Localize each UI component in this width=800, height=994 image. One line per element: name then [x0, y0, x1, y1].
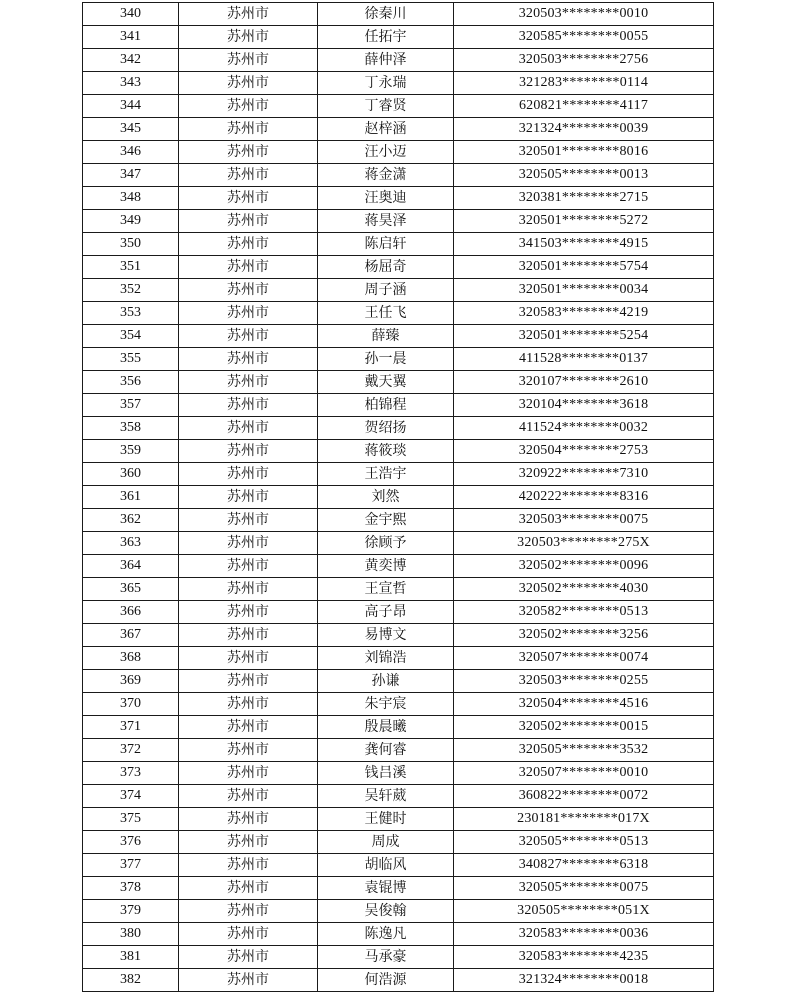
- city-cell: 苏州市: [179, 95, 318, 118]
- id-number-cell: 320504********2753: [454, 440, 714, 463]
- city-cell: 苏州市: [179, 509, 318, 532]
- serial-number-cell: 365: [83, 578, 179, 601]
- table-row: [83, 532, 714, 555]
- serial-number-cell: 351: [83, 256, 179, 279]
- city-cell: 苏州市: [179, 187, 318, 210]
- serial-number-cell: 367: [83, 624, 179, 647]
- id-number-cell: 411528********0137: [454, 348, 714, 371]
- table-row: [83, 72, 714, 95]
- table-row: [83, 808, 714, 831]
- table-row: [83, 325, 714, 348]
- city-cell: 苏州市: [179, 785, 318, 808]
- serial-number-cell: 345: [83, 118, 179, 141]
- table-row: [83, 164, 714, 187]
- roster-table: [82, 2, 714, 992]
- city-cell: 苏州市: [179, 670, 318, 693]
- serial-number-cell: 382: [83, 969, 179, 992]
- id-number-cell: 320505********3532: [454, 739, 714, 762]
- city-cell: 苏州市: [179, 555, 318, 578]
- id-number-cell: 320502********3256: [454, 624, 714, 647]
- table-row: [83, 785, 714, 808]
- serial-number-cell: 349: [83, 210, 179, 233]
- table-row: [83, 969, 714, 992]
- city-cell: 苏州市: [179, 923, 318, 946]
- serial-number-cell: 375: [83, 808, 179, 831]
- table-row: [83, 739, 714, 762]
- name-cell: 周子涵: [318, 279, 454, 302]
- name-cell: 汪小迈: [318, 141, 454, 164]
- serial-number-cell: 369: [83, 670, 179, 693]
- table-row: [83, 486, 714, 509]
- table-row: [83, 348, 714, 371]
- id-number-cell: 320501********5272: [454, 210, 714, 233]
- table-row: [83, 831, 714, 854]
- table-row: [83, 302, 714, 325]
- name-cell: 汪奥迪: [318, 187, 454, 210]
- table-row: [83, 141, 714, 164]
- city-cell: 苏州市: [179, 532, 318, 555]
- id-number-cell: 320582********0513: [454, 601, 714, 624]
- id-number-cell: 320585********0055: [454, 26, 714, 49]
- id-number-cell: 320503********0075: [454, 509, 714, 532]
- serial-number-cell: 364: [83, 555, 179, 578]
- id-number-cell: 320507********0010: [454, 762, 714, 785]
- city-cell: 苏州市: [179, 739, 318, 762]
- table-row: [83, 716, 714, 739]
- table-row: [83, 417, 714, 440]
- table-row: [83, 509, 714, 532]
- name-cell: 薛仲泽: [318, 49, 454, 72]
- name-cell: 袁锟博: [318, 877, 454, 900]
- serial-number-cell: 358: [83, 417, 179, 440]
- table-row: [83, 256, 714, 279]
- id-number-cell: 320504********4516: [454, 693, 714, 716]
- city-cell: 苏州市: [179, 877, 318, 900]
- name-cell: 柏锦程: [318, 394, 454, 417]
- name-cell: 高子昂: [318, 601, 454, 624]
- name-cell: 戴天翼: [318, 371, 454, 394]
- serial-number-cell: 342: [83, 49, 179, 72]
- name-cell: 钱吕溪: [318, 762, 454, 785]
- serial-number-cell: 374: [83, 785, 179, 808]
- name-cell: 孙谦: [318, 670, 454, 693]
- id-number-cell: 320503********0010: [454, 3, 714, 26]
- id-number-cell: 320583********0036: [454, 923, 714, 946]
- table-row: [83, 624, 714, 647]
- id-number-cell: 230181********017X: [454, 808, 714, 831]
- table-row: [83, 923, 714, 946]
- id-number-cell: 320505********0075: [454, 877, 714, 900]
- serial-number-cell: 355: [83, 348, 179, 371]
- id-number-cell: 320507********0074: [454, 647, 714, 670]
- city-cell: 苏州市: [179, 854, 318, 877]
- id-number-cell: 320501********5754: [454, 256, 714, 279]
- id-number-cell: 320502********4030: [454, 578, 714, 601]
- name-cell: 易博文: [318, 624, 454, 647]
- name-cell: 何浩源: [318, 969, 454, 992]
- city-cell: 苏州市: [179, 164, 318, 187]
- id-number-cell: 320505********0013: [454, 164, 714, 187]
- id-number-cell: 320501********8016: [454, 141, 714, 164]
- city-cell: 苏州市: [179, 72, 318, 95]
- city-cell: 苏州市: [179, 325, 318, 348]
- city-cell: 苏州市: [179, 946, 318, 969]
- id-number-cell: 320922********7310: [454, 463, 714, 486]
- name-cell: 王健时: [318, 808, 454, 831]
- name-cell: 陈启轩: [318, 233, 454, 256]
- name-cell: 丁睿贤: [318, 95, 454, 118]
- id-number-cell: 420222********8316: [454, 486, 714, 509]
- table-row: [83, 854, 714, 877]
- id-number-cell: 321324********0039: [454, 118, 714, 141]
- name-cell: 贺绍扬: [318, 417, 454, 440]
- table-row: [83, 394, 714, 417]
- city-cell: 苏州市: [179, 693, 318, 716]
- serial-number-cell: 373: [83, 762, 179, 785]
- name-cell: 胡临风: [318, 854, 454, 877]
- id-number-cell: 341503********4915: [454, 233, 714, 256]
- id-number-cell: 320583********4219: [454, 302, 714, 325]
- city-cell: 苏州市: [179, 601, 318, 624]
- name-cell: 蒋昊泽: [318, 210, 454, 233]
- city-cell: 苏州市: [179, 440, 318, 463]
- name-cell: 任拓宇: [318, 26, 454, 49]
- city-cell: 苏州市: [179, 831, 318, 854]
- serial-number-cell: 361: [83, 486, 179, 509]
- table-row: [83, 693, 714, 716]
- table-row: [83, 900, 714, 923]
- name-cell: 龚何睿: [318, 739, 454, 762]
- city-cell: 苏州市: [179, 417, 318, 440]
- table-row: [83, 463, 714, 486]
- name-cell: 吴轩葳: [318, 785, 454, 808]
- city-cell: 苏州市: [179, 348, 318, 371]
- city-cell: 苏州市: [179, 716, 318, 739]
- id-number-cell: 320503********0255: [454, 670, 714, 693]
- id-number-cell: 320505********0513: [454, 831, 714, 854]
- id-number-cell: 320381********2715: [454, 187, 714, 210]
- serial-number-cell: 348: [83, 187, 179, 210]
- table-row: [83, 601, 714, 624]
- serial-number-cell: 352: [83, 279, 179, 302]
- table-row: [83, 440, 714, 463]
- name-cell: 黄奕博: [318, 555, 454, 578]
- table-row: [83, 647, 714, 670]
- name-cell: 杨屈奇: [318, 256, 454, 279]
- city-cell: 苏州市: [179, 210, 318, 233]
- roster-table-body: [83, 3, 714, 992]
- name-cell: 蒋金潇: [318, 164, 454, 187]
- name-cell: 金宇熙: [318, 509, 454, 532]
- serial-number-cell: 356: [83, 371, 179, 394]
- name-cell: 徐秦川: [318, 3, 454, 26]
- id-number-cell: 320583********4235: [454, 946, 714, 969]
- id-number-cell: 320502********0096: [454, 555, 714, 578]
- city-cell: 苏州市: [179, 141, 318, 164]
- table-row: [83, 555, 714, 578]
- city-cell: 苏州市: [179, 118, 318, 141]
- table-row: [83, 233, 714, 256]
- id-number-cell: 320503********2756: [454, 49, 714, 72]
- serial-number-cell: 378: [83, 877, 179, 900]
- name-cell: 孙一晨: [318, 348, 454, 371]
- id-number-cell: 411524********0032: [454, 417, 714, 440]
- name-cell: 王宣哲: [318, 578, 454, 601]
- table-row: [83, 578, 714, 601]
- serial-number-cell: 359: [83, 440, 179, 463]
- id-number-cell: 320501********5254: [454, 325, 714, 348]
- table-row: [83, 95, 714, 118]
- serial-number-cell: 354: [83, 325, 179, 348]
- serial-number-cell: 344: [83, 95, 179, 118]
- city-cell: 苏州市: [179, 394, 318, 417]
- serial-number-cell: 372: [83, 739, 179, 762]
- city-cell: 苏州市: [179, 969, 318, 992]
- name-cell: 刘锦浩: [318, 647, 454, 670]
- name-cell: 殷晨曦: [318, 716, 454, 739]
- serial-number-cell: 340: [83, 3, 179, 26]
- table-row: [83, 210, 714, 233]
- serial-number-cell: 380: [83, 923, 179, 946]
- name-cell: 丁永瑞: [318, 72, 454, 95]
- name-cell: 马承豪: [318, 946, 454, 969]
- city-cell: 苏州市: [179, 624, 318, 647]
- city-cell: 苏州市: [179, 256, 318, 279]
- name-cell: 徐顾予: [318, 532, 454, 555]
- city-cell: 苏州市: [179, 647, 318, 670]
- name-cell: 王浩宇: [318, 463, 454, 486]
- id-number-cell: 340827********6318: [454, 854, 714, 877]
- serial-number-cell: 371: [83, 716, 179, 739]
- serial-number-cell: 366: [83, 601, 179, 624]
- table-row: [83, 279, 714, 302]
- id-number-cell: 320501********0034: [454, 279, 714, 302]
- serial-number-cell: 353: [83, 302, 179, 325]
- serial-number-cell: 350: [83, 233, 179, 256]
- city-cell: 苏州市: [179, 49, 318, 72]
- city-cell: 苏州市: [179, 371, 318, 394]
- serial-number-cell: 357: [83, 394, 179, 417]
- name-cell: 王任飞: [318, 302, 454, 325]
- serial-number-cell: 362: [83, 509, 179, 532]
- serial-number-cell: 377: [83, 854, 179, 877]
- name-cell: 吴俊翰: [318, 900, 454, 923]
- table-row: [83, 877, 714, 900]
- city-cell: 苏州市: [179, 463, 318, 486]
- city-cell: 苏州市: [179, 302, 318, 325]
- name-cell: 刘然: [318, 486, 454, 509]
- serial-number-cell: 376: [83, 831, 179, 854]
- city-cell: 苏州市: [179, 762, 318, 785]
- serial-number-cell: 360: [83, 463, 179, 486]
- table-row: [83, 371, 714, 394]
- id-number-cell: 620821********4117: [454, 95, 714, 118]
- id-number-cell: 321283********0114: [454, 72, 714, 95]
- serial-number-cell: 341: [83, 26, 179, 49]
- city-cell: 苏州市: [179, 578, 318, 601]
- serial-number-cell: 347: [83, 164, 179, 187]
- name-cell: 赵梓涵: [318, 118, 454, 141]
- serial-number-cell: 370: [83, 693, 179, 716]
- city-cell: 苏州市: [179, 26, 318, 49]
- id-number-cell: 320502********0015: [454, 716, 714, 739]
- city-cell: 苏州市: [179, 233, 318, 256]
- table-row: [83, 187, 714, 210]
- serial-number-cell: 381: [83, 946, 179, 969]
- name-cell: 蒋筱琰: [318, 440, 454, 463]
- city-cell: 苏州市: [179, 279, 318, 302]
- table-row: [83, 3, 714, 26]
- city-cell: 苏州市: [179, 900, 318, 923]
- name-cell: 朱宇宸: [318, 693, 454, 716]
- table-row: [83, 762, 714, 785]
- table-row: [83, 26, 714, 49]
- table-row: [83, 118, 714, 141]
- name-cell: 陈逸凡: [318, 923, 454, 946]
- table-row: [83, 946, 714, 969]
- serial-number-cell: 363: [83, 532, 179, 555]
- serial-number-cell: 346: [83, 141, 179, 164]
- serial-number-cell: 368: [83, 647, 179, 670]
- id-number-cell: 320505********051X: [454, 900, 714, 923]
- name-cell: 薛臻: [318, 325, 454, 348]
- city-cell: 苏州市: [179, 3, 318, 26]
- name-cell: 周成: [318, 831, 454, 854]
- id-number-cell: 320503********275X: [454, 532, 714, 555]
- id-number-cell: 320104********3618: [454, 394, 714, 417]
- serial-number-cell: 343: [83, 72, 179, 95]
- id-number-cell: 321324********0018: [454, 969, 714, 992]
- serial-number-cell: 379: [83, 900, 179, 923]
- table-row: [83, 670, 714, 693]
- id-number-cell: 360822********0072: [454, 785, 714, 808]
- table-row: [83, 49, 714, 72]
- city-cell: 苏州市: [179, 486, 318, 509]
- id-number-cell: 320107********2610: [454, 371, 714, 394]
- city-cell: 苏州市: [179, 808, 318, 831]
